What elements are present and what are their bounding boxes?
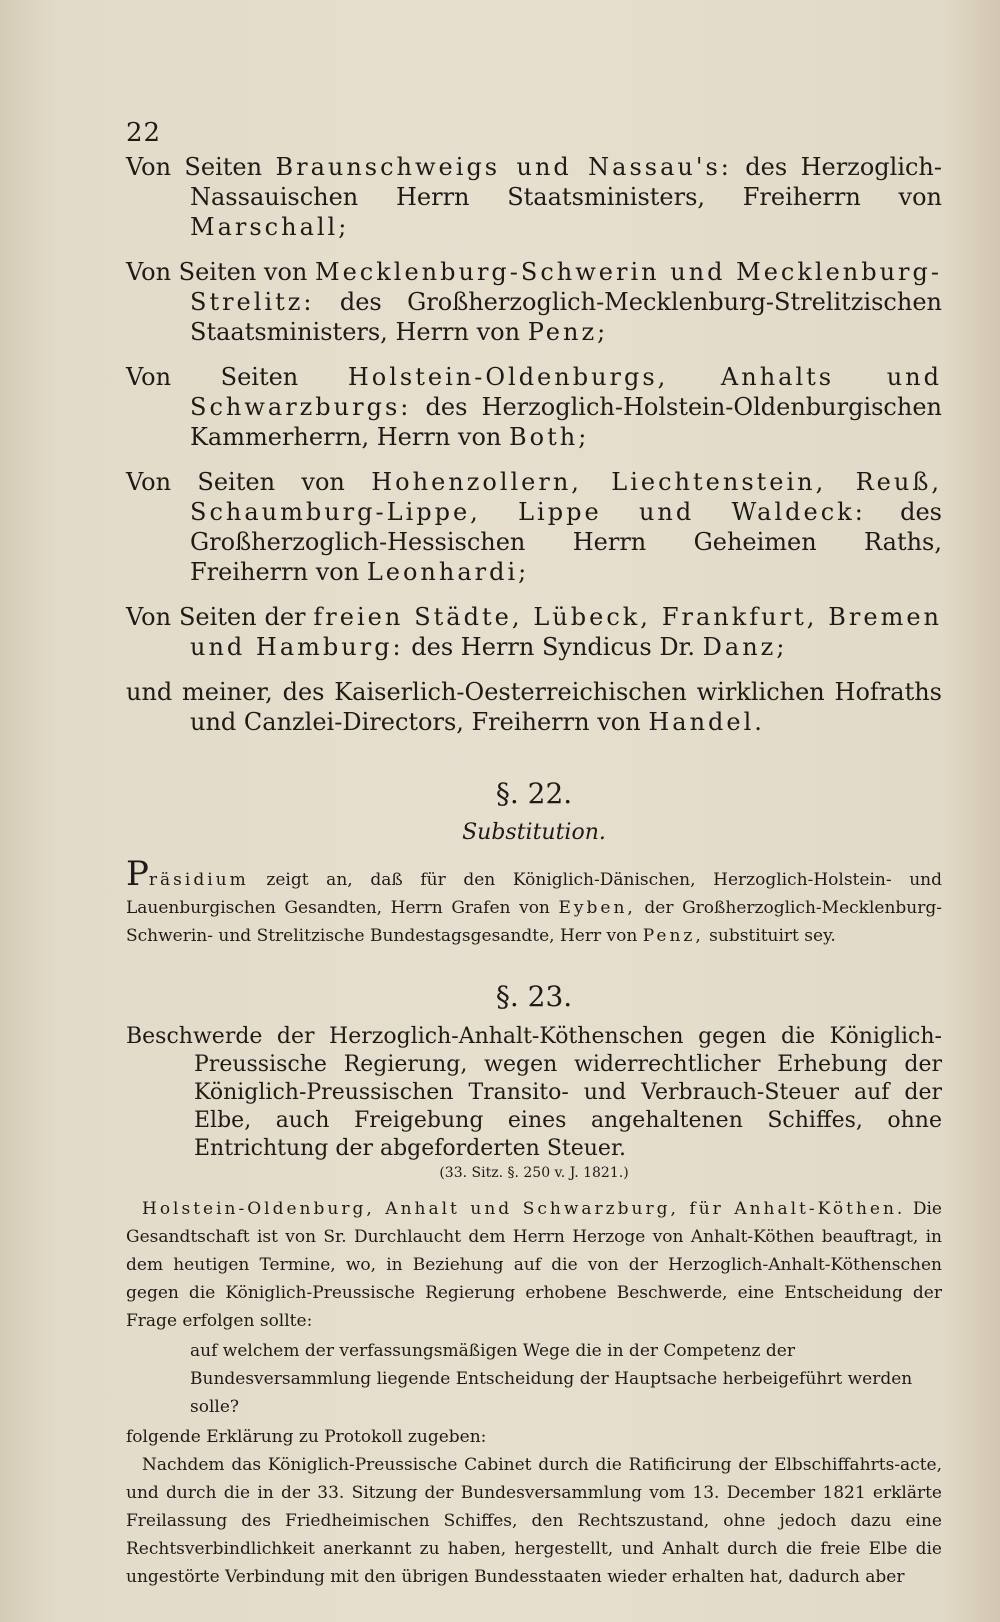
entry-text: des Herrn Syndicus Dr.	[411, 633, 696, 661]
paragraph-text: zeigt an, daß für den Königlich-Dänischen, Herzoglich-Holstein- und Lauenburgischen Gesandten, Herrn Grafen von	[126, 870, 942, 918]
entry-lead: Von Seiten von	[126, 468, 345, 496]
delegation-entry	[126, 362, 942, 452]
entry-states: Braunschweigs und Nassau's:	[275, 153, 732, 181]
entry-lead: Von Seiten	[126, 363, 299, 391]
paragraph-text: substituirt sey.	[709, 926, 836, 946]
paragraph-text: folgende Erklärung zu Protokoll zugeben:	[126, 1427, 487, 1447]
entry-text: des Herzoglich-Holstein-Oldenburgischen Kammerherrn, Herrn von	[190, 393, 942, 451]
entry-states: Mecklenburg-Schwerin und Mecklenburg-Strelitz:	[190, 258, 942, 316]
entry-name: Leonhardi;	[366, 558, 530, 586]
entry-text: des Kaiserlich-Oesterreichischen wirklichen Hofraths und Canzlei-Directors, Freiherrn von	[190, 678, 942, 736]
entry-name: Both;	[509, 423, 590, 451]
entry-name: Handel.	[648, 708, 765, 736]
entry-states: Hohenzollern, Liechtenstein, Reuß, Schaumburg-Lippe, Lippe und Waldeck:	[190, 468, 942, 526]
section-heading-23: §. 23.	[495, 980, 573, 1013]
delegation-entry	[126, 602, 942, 662]
entry-name: Penz;	[527, 318, 609, 346]
entry-name: Marschall;	[190, 213, 350, 241]
entry-lead: Von Seiten	[126, 153, 263, 181]
person-name: Eyben,	[558, 898, 636, 918]
section-heading-22: §. 22.	[495, 777, 573, 810]
page-number: 22	[126, 118, 162, 148]
entry-text: des Großherzoglich-Mecklenburg-Strelitzischen Staatsministers, Herrn von	[190, 288, 942, 346]
section-title-22: Substitution.	[462, 820, 606, 845]
delegation-list	[126, 152, 942, 737]
question-block: auf welchem der verfassungsmäßigen Wege die in der Competenz der Bundesversammlung liegende Entscheidung der Hauptsache herbeigeführt werden solle?	[190, 1341, 913, 1417]
person-name: Penz,	[642, 926, 704, 946]
entry-text: des Großherzoglich-Hessischen Herrn Geheimen Raths, Freiherrn von	[190, 498, 942, 586]
entry-states: Holstein-Oldenburgs, Anhalts und Schwarzburgs:	[190, 363, 942, 421]
paragraph-text: Die Gesandtschaft ist von Sr. Durchlaucht dem Herrn Herzoge von Anhalt-Köthen beauftragt, in dem heutigen Termine, wo, in Beziehung auf die von der Herzoglich-Anhalt-Köthenschen gegen die Königlich-Preussische Regierung erhobene Beschwerde, eine Entscheidung der Frage erfolgen sollte:	[126, 1199, 942, 1331]
delegation-entry	[126, 257, 942, 347]
page-content	[126, 118, 942, 1591]
session-reference: (33. Sitz. §. 250 v. J. 1821.)	[439, 1165, 629, 1181]
section-23-paragraph	[126, 1195, 942, 1335]
delegation-entry	[126, 152, 942, 242]
section-22-paragraph	[126, 854, 942, 950]
entry-lead: Von Seiten der	[126, 603, 306, 631]
paragraph-text: der Großherzoglich-Mecklenburg-Schwerin- und Strelitzische Bundestagsgesandte, Herr von	[126, 898, 942, 946]
section-23-title: Beschwerde der Herzoglich-Anhalt-Köthenschen gegen die Königlich-Preussische Regierung, wegen widerrechtlicher Erhebung der Königlich-Preussischen Transito- und Verbrauch-Steuer auf der Elbe, auch Freigebung eines angehaltenen Schiffes, ohne Entrichtung der abgeforderten Steuer.	[126, 1024, 942, 1161]
entry-states: freien Städte, Lübeck, Frankfurt, Bremen und Hamburg:	[190, 603, 942, 661]
paragraph-text: Nachdem das Königlich-Preussische Cabinet durch die Ratificirung der Elbschiffahrts-acte, und durch die in der 33. Sitzung der Bundesversammlung vom 13. December 1821 erklärte Freilassung des Friedheimischen Schiffes, den Rechtszustand, ohne jedoch dazu eine Rechtsverbindlichkeit anerkannt zu haben, hergestellt, und Anhalt durch die freie Elbe die ungestörte Verbindung mit den übrigen Bundesstaaten wieder erhalten hat, dadurch aber	[126, 1455, 942, 1587]
delegation-entry	[126, 467, 942, 587]
delegation-name: Holstein-Oldenburg, Anhalt und Schwarzburg, für Anhalt-Köthen.	[142, 1199, 906, 1219]
entry-lead: und meiner,	[126, 678, 273, 706]
paragraph-lead-word: räsidium	[148, 870, 249, 890]
entry-lead: Von Seiten von	[126, 258, 308, 286]
entry-name: Danz;	[702, 633, 788, 661]
entry-text: des Herzoglich-Nassauischen Herrn Staatsministers, Freiherrn von	[190, 153, 942, 211]
drop-initial: P	[126, 854, 149, 894]
delegation-entry	[126, 677, 942, 737]
